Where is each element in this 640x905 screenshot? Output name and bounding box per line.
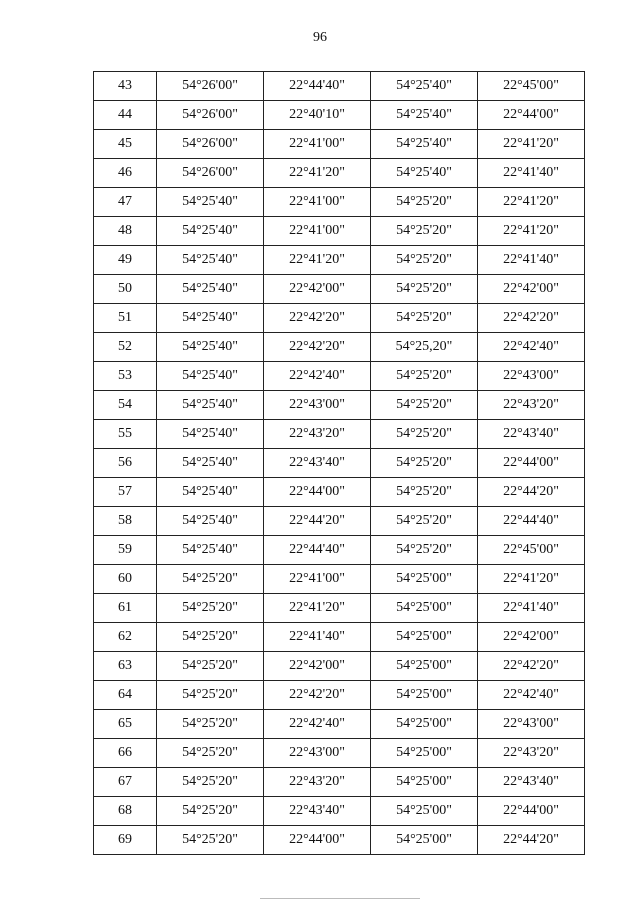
page-number: 96 [313, 30, 327, 45]
latitude-start-cell: 54°25'20" [157, 797, 264, 826]
table-row [94, 420, 585, 449]
latitude-start-cell: 54°25'40" [157, 420, 264, 449]
latitude-end-cell: 54°25'00" [371, 681, 478, 710]
table-row [94, 159, 585, 188]
footer-divider [260, 898, 420, 899]
latitude-end-cell: 54°25'20" [371, 507, 478, 536]
latitude-end-cell: 54°25'20" [371, 304, 478, 333]
longitude-end-cell: 22°42'00" [478, 275, 585, 304]
table-row [94, 768, 585, 797]
table-row [94, 130, 585, 159]
longitude-end-cell: 22°44'20" [478, 826, 585, 855]
longitude-start-cell: 22°42'00" [264, 652, 371, 681]
row-number-cell: 63 [94, 652, 157, 681]
row-number-cell: 50 [94, 275, 157, 304]
table-row [94, 826, 585, 855]
longitude-start-cell: 22°44'00" [264, 478, 371, 507]
longitude-end-cell: 22°41'20" [478, 188, 585, 217]
row-number-cell: 47 [94, 188, 157, 217]
latitude-end-cell: 54°25'20" [371, 420, 478, 449]
latitude-start-cell: 54°25'20" [157, 768, 264, 797]
latitude-end-cell: 54°25'00" [371, 797, 478, 826]
latitude-end-cell: 54°25'00" [371, 710, 478, 739]
table-row [94, 797, 585, 826]
table-row [94, 478, 585, 507]
table-row [94, 217, 585, 246]
latitude-start-cell: 54°25'40" [157, 275, 264, 304]
latitude-start-cell: 54°26'00" [157, 130, 264, 159]
longitude-end-cell: 22°41'40" [478, 594, 585, 623]
latitude-start-cell: 54°25'40" [157, 478, 264, 507]
latitude-end-cell: 54°25'00" [371, 768, 478, 797]
table-row [94, 623, 585, 652]
latitude-start-cell: 54°25'40" [157, 333, 264, 362]
longitude-end-cell: 22°43'40" [478, 768, 585, 797]
row-number-cell: 51 [94, 304, 157, 333]
latitude-start-cell: 54°25'40" [157, 217, 264, 246]
longitude-end-cell: 22°42'20" [478, 652, 585, 681]
latitude-start-cell: 54°25'20" [157, 594, 264, 623]
row-number-cell: 64 [94, 681, 157, 710]
longitude-start-cell: 22°44'40" [264, 72, 371, 101]
table-row [94, 507, 585, 536]
longitude-start-cell: 22°43'00" [264, 739, 371, 768]
row-number-cell: 48 [94, 217, 157, 246]
table-row [94, 594, 585, 623]
table-row [94, 739, 585, 768]
longitude-start-cell: 22°41'00" [264, 188, 371, 217]
table-row [94, 101, 585, 130]
longitude-end-cell: 22°44'00" [478, 101, 585, 130]
latitude-end-cell: 54°25'00" [371, 826, 478, 855]
latitude-end-cell: 54°25'40" [371, 72, 478, 101]
table-row [94, 304, 585, 333]
longitude-end-cell: 22°45'00" [478, 72, 585, 101]
row-number-cell: 60 [94, 565, 157, 594]
longitude-end-cell: 22°42'20" [478, 304, 585, 333]
table-row [94, 72, 585, 101]
longitude-end-cell: 22°41'40" [478, 246, 585, 275]
latitude-end-cell: 54°25'40" [371, 159, 478, 188]
latitude-end-cell: 54°25'20" [371, 188, 478, 217]
coordinates-table [93, 71, 585, 855]
latitude-end-cell: 54°25,20" [371, 333, 478, 362]
longitude-end-cell: 22°42'40" [478, 681, 585, 710]
latitude-start-cell: 54°26'00" [157, 72, 264, 101]
latitude-end-cell: 54°25'00" [371, 565, 478, 594]
table-row [94, 449, 585, 478]
longitude-start-cell: 22°42'20" [264, 304, 371, 333]
longitude-end-cell: 22°43'00" [478, 710, 585, 739]
latitude-end-cell: 54°25'20" [371, 362, 478, 391]
longitude-start-cell: 22°42'20" [264, 333, 371, 362]
row-number-cell: 52 [94, 333, 157, 362]
row-number-cell: 44 [94, 101, 157, 130]
table-row [94, 710, 585, 739]
longitude-end-cell: 22°44'00" [478, 449, 585, 478]
latitude-start-cell: 54°26'00" [157, 159, 264, 188]
longitude-start-cell: 22°42'40" [264, 362, 371, 391]
row-number-cell: 54 [94, 391, 157, 420]
row-number-cell: 66 [94, 739, 157, 768]
latitude-start-cell: 54°25'40" [157, 449, 264, 478]
row-number-cell: 55 [94, 420, 157, 449]
row-number-cell: 59 [94, 536, 157, 565]
latitude-start-cell: 54°25'20" [157, 826, 264, 855]
longitude-start-cell: 22°41'00" [264, 217, 371, 246]
table-row [94, 652, 585, 681]
longitude-start-cell: 22°42'20" [264, 681, 371, 710]
longitude-end-cell: 22°44'20" [478, 478, 585, 507]
latitude-end-cell: 54°25'00" [371, 652, 478, 681]
latitude-start-cell: 54°26'00" [157, 101, 264, 130]
longitude-end-cell: 22°41'20" [478, 565, 585, 594]
latitude-start-cell: 54°25'40" [157, 536, 264, 565]
table-row [94, 275, 585, 304]
longitude-end-cell: 22°41'20" [478, 130, 585, 159]
latitude-end-cell: 54°25'20" [371, 478, 478, 507]
latitude-start-cell: 54°25'40" [157, 246, 264, 275]
latitude-start-cell: 54°25'20" [157, 739, 264, 768]
longitude-end-cell: 22°44'40" [478, 507, 585, 536]
row-number-cell: 58 [94, 507, 157, 536]
row-number-cell: 68 [94, 797, 157, 826]
latitude-end-cell: 54°25'00" [371, 739, 478, 768]
row-number-cell: 61 [94, 594, 157, 623]
row-number-cell: 49 [94, 246, 157, 275]
longitude-start-cell: 22°44'20" [264, 507, 371, 536]
longitude-end-cell: 22°42'40" [478, 333, 585, 362]
longitude-end-cell: 22°42'00" [478, 623, 585, 652]
table-row [94, 681, 585, 710]
longitude-start-cell: 22°41'00" [264, 130, 371, 159]
longitude-end-cell: 22°41'20" [478, 217, 585, 246]
longitude-start-cell: 22°40'10" [264, 101, 371, 130]
longitude-start-cell: 22°41'20" [264, 159, 371, 188]
longitude-start-cell: 22°41'40" [264, 623, 371, 652]
row-number-cell: 65 [94, 710, 157, 739]
table-row [94, 536, 585, 565]
latitude-end-cell: 54°25'20" [371, 275, 478, 304]
longitude-end-cell: 22°45'00" [478, 536, 585, 565]
longitude-end-cell: 22°43'20" [478, 739, 585, 768]
row-number-cell: 69 [94, 826, 157, 855]
longitude-end-cell: 22°43'40" [478, 420, 585, 449]
longitude-end-cell: 22°41'40" [478, 159, 585, 188]
longitude-start-cell: 22°42'40" [264, 710, 371, 739]
latitude-end-cell: 54°25'20" [371, 246, 478, 275]
latitude-start-cell: 54°25'40" [157, 362, 264, 391]
latitude-end-cell: 54°25'40" [371, 130, 478, 159]
longitude-end-cell: 22°44'00" [478, 797, 585, 826]
row-number-cell: 62 [94, 623, 157, 652]
latitude-start-cell: 54°25'20" [157, 623, 264, 652]
latitude-end-cell: 54°25'20" [371, 449, 478, 478]
longitude-start-cell: 22°41'00" [264, 565, 371, 594]
longitude-start-cell: 22°44'00" [264, 826, 371, 855]
row-number-cell: 53 [94, 362, 157, 391]
row-number-cell: 57 [94, 478, 157, 507]
latitude-start-cell: 54°25'40" [157, 391, 264, 420]
table-row [94, 333, 585, 362]
latitude-end-cell: 54°25'00" [371, 623, 478, 652]
latitude-start-cell: 54°25'20" [157, 565, 264, 594]
table-row [94, 246, 585, 275]
latitude-start-cell: 54°25'40" [157, 188, 264, 217]
latitude-start-cell: 54°25'40" [157, 507, 264, 536]
table-row [94, 362, 585, 391]
longitude-start-cell: 22°41'20" [264, 594, 371, 623]
row-number-cell: 56 [94, 449, 157, 478]
row-number-cell: 67 [94, 768, 157, 797]
table-row [94, 565, 585, 594]
coordinates-table-body [94, 72, 585, 855]
table-row [94, 391, 585, 420]
table-row [94, 188, 585, 217]
latitude-end-cell: 54°25'20" [371, 217, 478, 246]
longitude-end-cell: 22°43'20" [478, 391, 585, 420]
longitude-start-cell: 22°43'00" [264, 391, 371, 420]
latitude-start-cell: 54°25'20" [157, 681, 264, 710]
latitude-start-cell: 54°25'20" [157, 710, 264, 739]
longitude-start-cell: 22°43'40" [264, 449, 371, 478]
row-number-cell: 46 [94, 159, 157, 188]
longitude-start-cell: 22°44'40" [264, 536, 371, 565]
longitude-start-cell: 22°43'20" [264, 420, 371, 449]
row-number-cell: 43 [94, 72, 157, 101]
latitude-end-cell: 54°25'20" [371, 536, 478, 565]
latitude-start-cell: 54°25'20" [157, 652, 264, 681]
latitude-end-cell: 54°25'20" [371, 391, 478, 420]
longitude-end-cell: 22°43'00" [478, 362, 585, 391]
longitude-start-cell: 22°43'20" [264, 768, 371, 797]
latitude-end-cell: 54°25'00" [371, 594, 478, 623]
longitude-start-cell: 22°42'00" [264, 275, 371, 304]
longitude-start-cell: 22°43'40" [264, 797, 371, 826]
latitude-end-cell: 54°25'40" [371, 101, 478, 130]
longitude-start-cell: 22°41'20" [264, 246, 371, 275]
row-number-cell: 45 [94, 130, 157, 159]
latitude-start-cell: 54°25'40" [157, 304, 264, 333]
